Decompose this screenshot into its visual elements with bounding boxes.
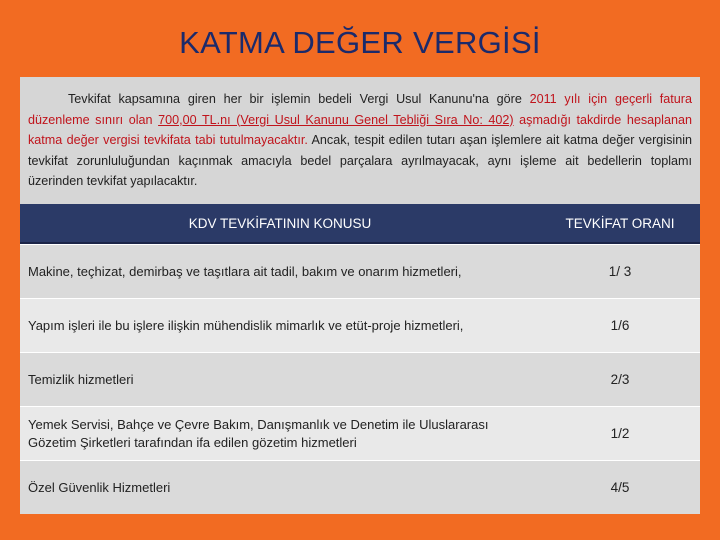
intro-highlight-2: aşmadığı takdirde hesaplanan katma değer vergisi tevkifata tabi tutulmayacaktır. [28, 112, 692, 147]
table-row [20, 298, 700, 352]
page-title: KATMA DEĞER VERGİSİ [179, 25, 541, 60]
row-subject: Yemek Servisi, Bahçe ve Çevre Bakım, Danışmanlık ve Denetim ile Uluslararası Gözetim Şirketleri tarafından ifa edilen gözetim hizmetleri [28, 416, 489, 450]
intro-paragraph [20, 77, 700, 204]
table-body [20, 244, 700, 514]
table-header [20, 204, 700, 244]
row-rate: 1/2 [610, 426, 630, 441]
row-subject: Temizlik hizmetleri [28, 371, 134, 387]
intro-highlight-underlined: 700,00 TL.nı (Vergi Usul Kanunu Genel Tebliği Sıra No: 402) [158, 112, 514, 127]
row-rate: 1/ 3 [608, 264, 632, 279]
table-row [20, 352, 700, 406]
header-subject: KDV TEVKİFATININ KONUSU [188, 216, 372, 231]
row-rate: 4/5 [610, 480, 630, 495]
table-row [20, 244, 700, 298]
intro-text-1: Tevkifat kapsamına giren her bir işlemin bedeli Vergi Usul Kanunu'na göre [68, 92, 530, 106]
intro-text-2: Ancak, tespit edilen tutarı aşan işlemlere ait katma değer vergisinin tevkifat zorunluluğundan kaçınmak amacıyla bedel parçalara ayrılmayacak, aynı işleme ait bedellerin toplamı üzerinden tevkifat yapılacaktır. [28, 133, 692, 188]
row-subject: Yapım işleri ile bu işlere ilişkin mühendislik mimarlık ve etüt-proje hizmetleri, [28, 317, 464, 333]
withholding-table [20, 204, 700, 514]
header-rate: TEVKİFAT ORANI [565, 216, 675, 231]
table-row [20, 406, 700, 460]
table-row [20, 460, 700, 514]
row-rate: 2/3 [610, 372, 630, 387]
row-rate: 1/6 [610, 318, 630, 333]
row-subject: Özel Güvenlik Hizmetleri [28, 479, 171, 495]
row-subject: Makine, teçhizat, demirbaş ve taşıtlara ait tadil, bakım ve onarım hizmetleri, [28, 263, 462, 279]
intro-highlight-1: 2011 yılı için geçerli fatura düzenleme sınırı olan [28, 92, 693, 127]
